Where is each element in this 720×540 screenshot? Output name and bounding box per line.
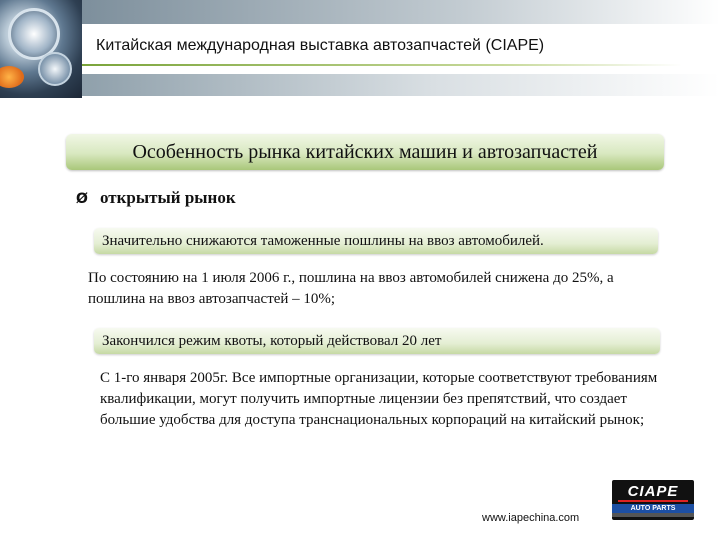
header-divider <box>82 64 682 66</box>
highlight-quota-ended: Закончился режим квоты, который действовал 20 лет <box>94 328 660 354</box>
logo-subtitle: AUTO PARTS <box>612 504 694 513</box>
logo-wordmark: CIAPE <box>627 483 679 500</box>
detail-duties: По состоянию на 1 июля 2006 г., пошлина на ввоз автомобилей снижена до 25%, а пошлина на ввоз автозапчастей – 10%; <box>88 270 614 307</box>
section-title: Особенность рынка китайских машин и автозапчастей <box>66 134 664 170</box>
bullet-text: открытый рынок <box>100 188 236 207</box>
website-url[interactable]: www.iapechina.com <box>482 512 580 524</box>
highlight-customs-duties: Значительно снижаются таможенные пошлины на ввоз автомобилей. <box>94 228 658 254</box>
headlight-lamp-small <box>38 52 72 86</box>
slide-header-title: Китайская международная выставка автозапчастей (CIAPE) <box>96 37 545 54</box>
bullet-open-market <box>76 186 236 210</box>
ciape-logo <box>612 480 694 520</box>
detail-quota: С 1-го января 2005г. Все импортные организации, которые соответствуют требованиям квалификации, могут получить импортные лицензии без препятствий, что создает большие удобства для доступа транснациональных корпораций на китайский рынок; <box>100 370 658 428</box>
header-band-bottom <box>82 74 720 96</box>
header-band-top <box>82 0 720 24</box>
indicator-lamp <box>0 66 24 88</box>
headlight-photo <box>0 0 82 98</box>
logo-footer-strip <box>612 513 694 517</box>
arrow-bullet-icon: Ø <box>76 191 88 207</box>
logo-swoosh <box>618 500 688 502</box>
